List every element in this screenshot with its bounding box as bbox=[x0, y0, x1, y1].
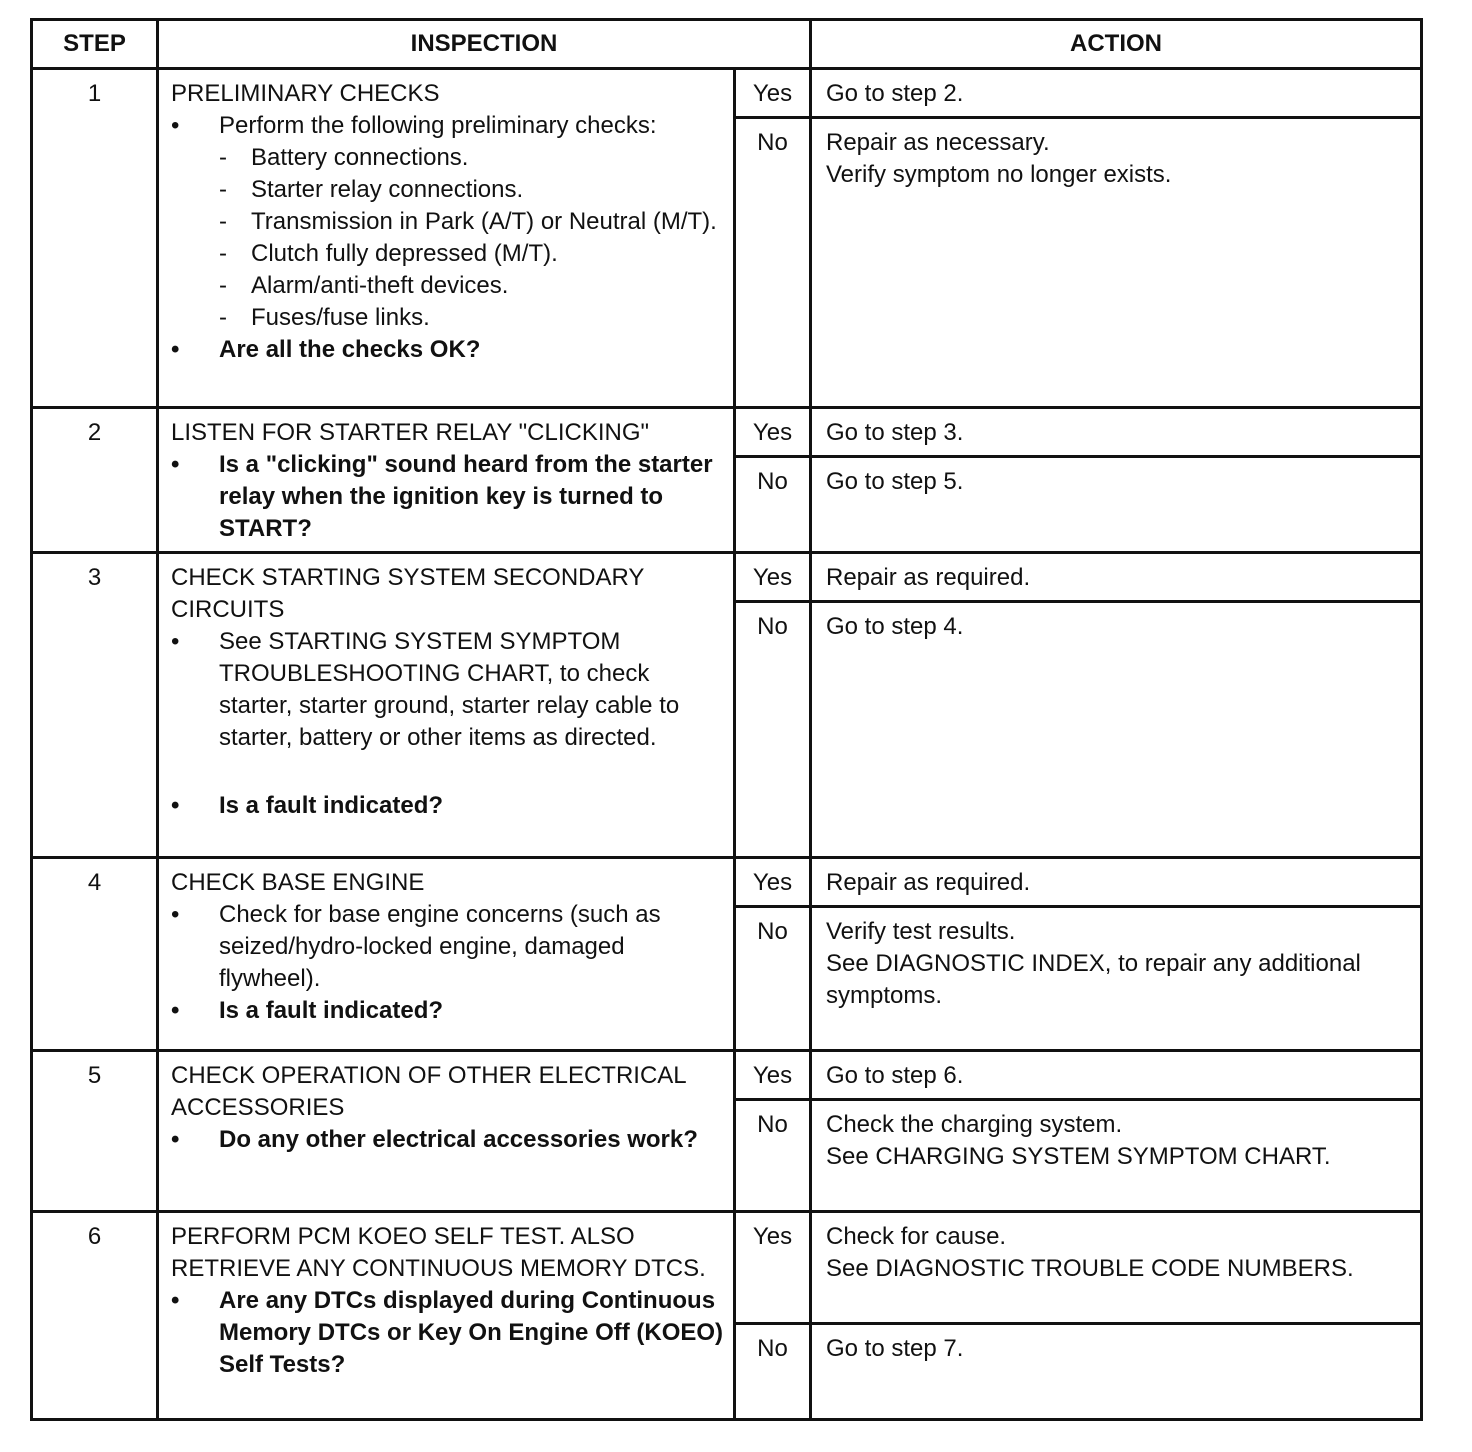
bullet-item: • Perform the following preliminary checks: bbox=[171, 112, 657, 139]
header-step: STEP bbox=[32, 20, 158, 69]
answer-no: No bbox=[735, 457, 811, 553]
inspection-heading: PRELIMINARY CHECKS bbox=[171, 80, 440, 107]
action-no: Verify test results. See DIAGNOSTIC INDEX, to repair any additional symptoms. bbox=[811, 907, 1422, 1051]
step-row-yes bbox=[32, 1051, 1422, 1100]
dash-item: - Battery connections. bbox=[219, 144, 469, 171]
answer-no: No bbox=[735, 118, 811, 408]
bullet-item: • See STARTING SYSTEM SYMPTOM TROUBLESHOOTING CHART, to check starter, starter ground, starter relay cable to starter, battery or other items as directed. bbox=[171, 628, 680, 751]
diagnostic-table bbox=[30, 18, 1423, 1421]
inspection-cell bbox=[158, 858, 735, 1051]
bullet-item: • Check for base engine concerns (such as seized/hydro-locked engine, damaged flywheel). bbox=[171, 901, 661, 992]
action-no: Go to step 7. bbox=[811, 1324, 1422, 1420]
action-no: Go to step 4. bbox=[811, 602, 1422, 858]
action-no: Check the charging system. See CHARGING SYSTEM SYMPTOM CHART. bbox=[811, 1100, 1422, 1212]
inspection-cell bbox=[158, 408, 735, 553]
step-row-yes bbox=[32, 553, 1422, 602]
action-yes: Go to step 3. bbox=[811, 408, 1422, 457]
question-item: • Is a "clicking" sound heard from the starter relay when the ignition key is turned to START? bbox=[171, 451, 713, 542]
question-item: • Are any DTCs displayed during Continuous Memory DTCs or Key On Engine Off (KOEO) Self Tests? bbox=[171, 1287, 724, 1378]
header-inspection: INSPECTION bbox=[158, 20, 811, 69]
step-row-yes bbox=[32, 858, 1422, 907]
header-row bbox=[32, 20, 1422, 69]
dash-item: - Clutch fully depressed (M/T). bbox=[219, 240, 558, 267]
inspection-heading: PERFORM PCM KOEO SELF TEST. ALSO RETRIEVE ANY CONTINUOUS MEMORY DTCS. bbox=[171, 1223, 706, 1282]
answer-no: No bbox=[735, 1100, 811, 1212]
step-row-yes bbox=[32, 408, 1422, 457]
action-yes: Check for cause. See DIAGNOSTIC TROUBLE CODE NUMBERS. bbox=[811, 1212, 1422, 1324]
step-number: 3 bbox=[32, 553, 158, 858]
question-item: • Are all the checks OK? bbox=[171, 336, 481, 363]
action-yes: Repair as required. bbox=[811, 553, 1422, 602]
step-number: 1 bbox=[32, 69, 158, 408]
answer-no: No bbox=[735, 1324, 811, 1420]
dash-item: - Fuses/fuse links. bbox=[219, 304, 430, 331]
dash-item: - Starter relay connections. bbox=[219, 176, 524, 203]
inspection-cell bbox=[158, 1051, 735, 1212]
dash-item: - Alarm/anti-theft devices. bbox=[219, 272, 509, 299]
question-item: • Is a fault indicated? bbox=[171, 792, 444, 819]
inspection-heading: CHECK OPERATION OF OTHER ELECTRICAL ACCESSORIES bbox=[171, 1062, 686, 1121]
step-number: 2 bbox=[32, 408, 158, 553]
step-row-yes bbox=[32, 1212, 1422, 1324]
answer-no: No bbox=[735, 602, 811, 858]
question-item: • Do any other electrical accessories work? bbox=[171, 1126, 698, 1153]
step-number: 5 bbox=[32, 1051, 158, 1212]
header-action: ACTION bbox=[811, 20, 1422, 69]
action-yes: Go to step 2. bbox=[811, 69, 1422, 118]
answer-yes: Yes bbox=[735, 1212, 811, 1324]
answer-yes: Yes bbox=[735, 1051, 811, 1100]
action-yes: Go to step 6. bbox=[811, 1051, 1422, 1100]
answer-yes: Yes bbox=[735, 553, 811, 602]
answer-yes: Yes bbox=[735, 69, 811, 118]
inspection-cell bbox=[158, 1212, 735, 1420]
dash-item: - Transmission in Park (A/T) or Neutral (M/T). bbox=[219, 208, 717, 235]
action-no: Go to step 5. bbox=[811, 457, 1422, 553]
step-number: 6 bbox=[32, 1212, 158, 1420]
answer-yes: Yes bbox=[735, 408, 811, 457]
question-item: • Is a fault indicated? bbox=[171, 997, 444, 1024]
action-no: Repair as necessary. Verify symptom no longer exists. bbox=[811, 118, 1422, 408]
step-number: 4 bbox=[32, 858, 158, 1051]
inspection-cell bbox=[158, 69, 735, 408]
answer-yes: Yes bbox=[735, 858, 811, 907]
answer-no: No bbox=[735, 907, 811, 1051]
inspection-heading: CHECK BASE ENGINE bbox=[171, 869, 425, 896]
inspection-cell bbox=[158, 553, 735, 858]
action-yes: Repair as required. bbox=[811, 858, 1422, 907]
inspection-heading: CHECK STARTING SYSTEM SECONDARY CIRCUITS bbox=[171, 564, 644, 623]
inspection-heading: LISTEN FOR STARTER RELAY "CLICKING" bbox=[171, 419, 650, 446]
step-row-yes bbox=[32, 69, 1422, 118]
